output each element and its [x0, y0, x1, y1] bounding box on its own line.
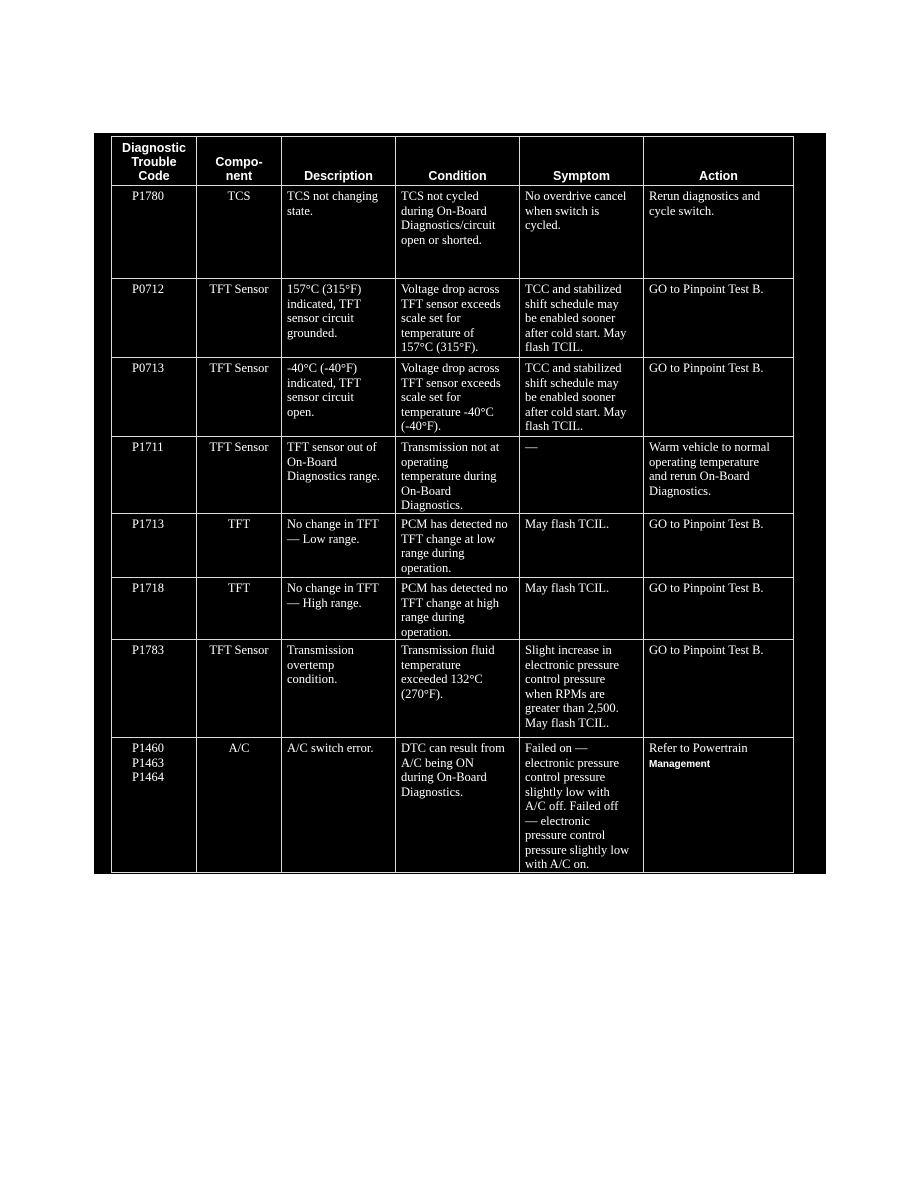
symptom-text: Slight increase in electronic pressure control pressure when RPMs are greater than 2,500. May flash TCIL. [525, 643, 620, 730]
symptom-text: TCC and stabilized shift schedule may be enabled sooner after cold start. May flash TCIL. [525, 361, 627, 433]
dtc-code-text: P1713 [132, 517, 164, 531]
symptom-cell [520, 358, 644, 437]
dtc-code-text: P1783 [132, 643, 164, 657]
action-cell [644, 640, 794, 738]
dtc-code-text: P0712 [132, 282, 164, 296]
action-cell [644, 514, 794, 578]
action-cell [644, 738, 794, 873]
condition-cell [396, 358, 520, 437]
table-row [112, 640, 794, 738]
condition-cell [396, 514, 520, 578]
condition-text: PCM has detected no TFT change at low range during operation. [401, 517, 508, 575]
table-row [112, 738, 794, 873]
description-cell [282, 578, 396, 640]
condition-text: Voltage drop across TFT sensor exceeds scale set for temperature -40°C (-40°F). [401, 361, 501, 433]
symptom-cell [520, 186, 644, 279]
description-text: TCS not changing state. [287, 189, 378, 218]
component-text: TCS [227, 189, 251, 203]
action-cell [644, 358, 794, 437]
component-text: TFT Sensor [209, 440, 269, 454]
action-cell [644, 437, 794, 514]
symptom-cell [520, 738, 644, 873]
symptom-cell [520, 514, 644, 578]
symptom-cell [520, 578, 644, 640]
dtc-code-cell [112, 514, 197, 578]
component-cell [197, 640, 282, 738]
action-cell [644, 186, 794, 279]
action-text: Rerun diagnostics and cycle switch. [649, 189, 761, 218]
description-text: Transmission overtemp condition. [287, 643, 354, 686]
header-row [112, 137, 794, 186]
description-cell [282, 279, 396, 358]
symptom-text: May flash TCIL. [525, 581, 610, 595]
condition-cell [396, 437, 520, 514]
header-symptom: Symptom [520, 137, 644, 186]
action-text: GO to Pinpoint Test B. [649, 361, 764, 375]
dtc-code-cell [112, 640, 197, 738]
component-text: TFT Sensor [209, 361, 269, 375]
description-cell [282, 738, 396, 873]
description-cell [282, 514, 396, 578]
symptom-cell [520, 279, 644, 358]
action-text: GO to Pinpoint Test B. [649, 643, 764, 657]
dtc-code-cell [112, 437, 197, 514]
component-cell [197, 437, 282, 514]
symptom-text: Failed on — electronic pressure control pressure slightly low with A/C off. Failed off — electronic pressure control pressure slightly low with A/C on. [525, 741, 630, 871]
condition-text: Voltage drop across TFT sensor exceeds scale set for temperature of 157°C (315°F). [401, 282, 501, 354]
dtc-table [111, 136, 794, 873]
action-text: Warm vehicle to normal operating temperature and rerun On-Board Diagnostics. [649, 440, 770, 498]
dtc-code-text: P0713 [132, 361, 164, 375]
table-row [112, 578, 794, 640]
table-row [112, 358, 794, 437]
dtc-code-cell [112, 358, 197, 437]
table-row [112, 279, 794, 358]
dtc-code-cell [112, 279, 197, 358]
dtc-code-cell [112, 738, 197, 873]
dtc-code-text: P1460 P1463 P1464 [132, 741, 164, 784]
condition-cell [396, 578, 520, 640]
symptom-cell [520, 437, 644, 514]
description-text: A/C switch error. [287, 741, 374, 755]
action-cell [644, 578, 794, 640]
description-text: No change in TFT — Low range. [287, 517, 379, 546]
condition-text: Transmission fluid temperature exceeded 132°C (270°F). [401, 643, 495, 701]
description-cell [282, 186, 396, 279]
action-text: Refer to Powertrain [649, 741, 748, 755]
component-cell [197, 358, 282, 437]
action-text: GO to Pinpoint Test B. [649, 581, 764, 595]
symptom-text: — [525, 440, 538, 454]
condition-cell [396, 738, 520, 873]
symptom-text: No overdrive cancel when switch is cycled. [525, 189, 627, 232]
dtc-code-cell [112, 186, 197, 279]
action-cell [644, 279, 794, 358]
dtc-code-text: P1711 [132, 440, 164, 454]
component-cell [197, 738, 282, 873]
symptom-text: May flash TCIL. [525, 517, 610, 531]
dtc-code-text: P1780 [132, 189, 164, 203]
symptom-text: TCC and stabilized shift schedule may be enabled sooner after cold start. May flash TCIL. [525, 282, 627, 354]
description-text: TFT sensor out of On-Board Diagnostics range. [287, 440, 381, 483]
condition-cell [396, 186, 520, 279]
symptom-cell [520, 640, 644, 738]
header-component: Compo- nent [197, 137, 282, 186]
dtc-table-panel [94, 133, 826, 874]
action-text: GO to Pinpoint Test B. [649, 282, 764, 296]
component-cell [197, 186, 282, 279]
component-cell [197, 578, 282, 640]
component-cell [197, 514, 282, 578]
component-text: TFT [227, 517, 251, 531]
description-cell [282, 437, 396, 514]
component-text: TFT [227, 581, 251, 595]
description-text: -40°C (-40°F) indicated, TFT sensor circuit open. [287, 361, 362, 419]
header-description: Description [282, 137, 396, 186]
header-code: Diagnostic Trouble Code [112, 137, 197, 186]
action-text: GO to Pinpoint Test B. [649, 517, 764, 531]
condition-text: TCS not cycled during On-Board Diagnostics/circuit open or shorted. [401, 189, 496, 247]
dtc-code-text: P1718 [132, 581, 164, 595]
header-condition: Condition [396, 137, 520, 186]
header-action: Action [644, 137, 794, 186]
component-text: A/C [228, 741, 250, 755]
description-text: 157°C (315°F) indicated, TFT sensor circuit grounded. [287, 282, 362, 340]
description-cell [282, 358, 396, 437]
condition-cell [396, 279, 520, 358]
component-text: TFT Sensor [209, 282, 269, 296]
action-extra-text: Management [649, 758, 711, 770]
table-row [112, 186, 794, 279]
description-text: No change in TFT — High range. [287, 581, 379, 610]
table-row [112, 437, 794, 514]
condition-text: DTC can result from A/C being ON during On-Board Diagnostics. [401, 741, 505, 799]
dtc-code-cell [112, 578, 197, 640]
condition-cell [396, 640, 520, 738]
description-cell [282, 640, 396, 738]
component-cell [197, 279, 282, 358]
condition-text: Transmission not at operating temperature during On-Board Diagnostics. [401, 440, 500, 512]
table-row [112, 514, 794, 578]
condition-text: PCM has detected no TFT change at high range during operation. [401, 581, 508, 639]
component-text: TFT Sensor [209, 643, 269, 657]
